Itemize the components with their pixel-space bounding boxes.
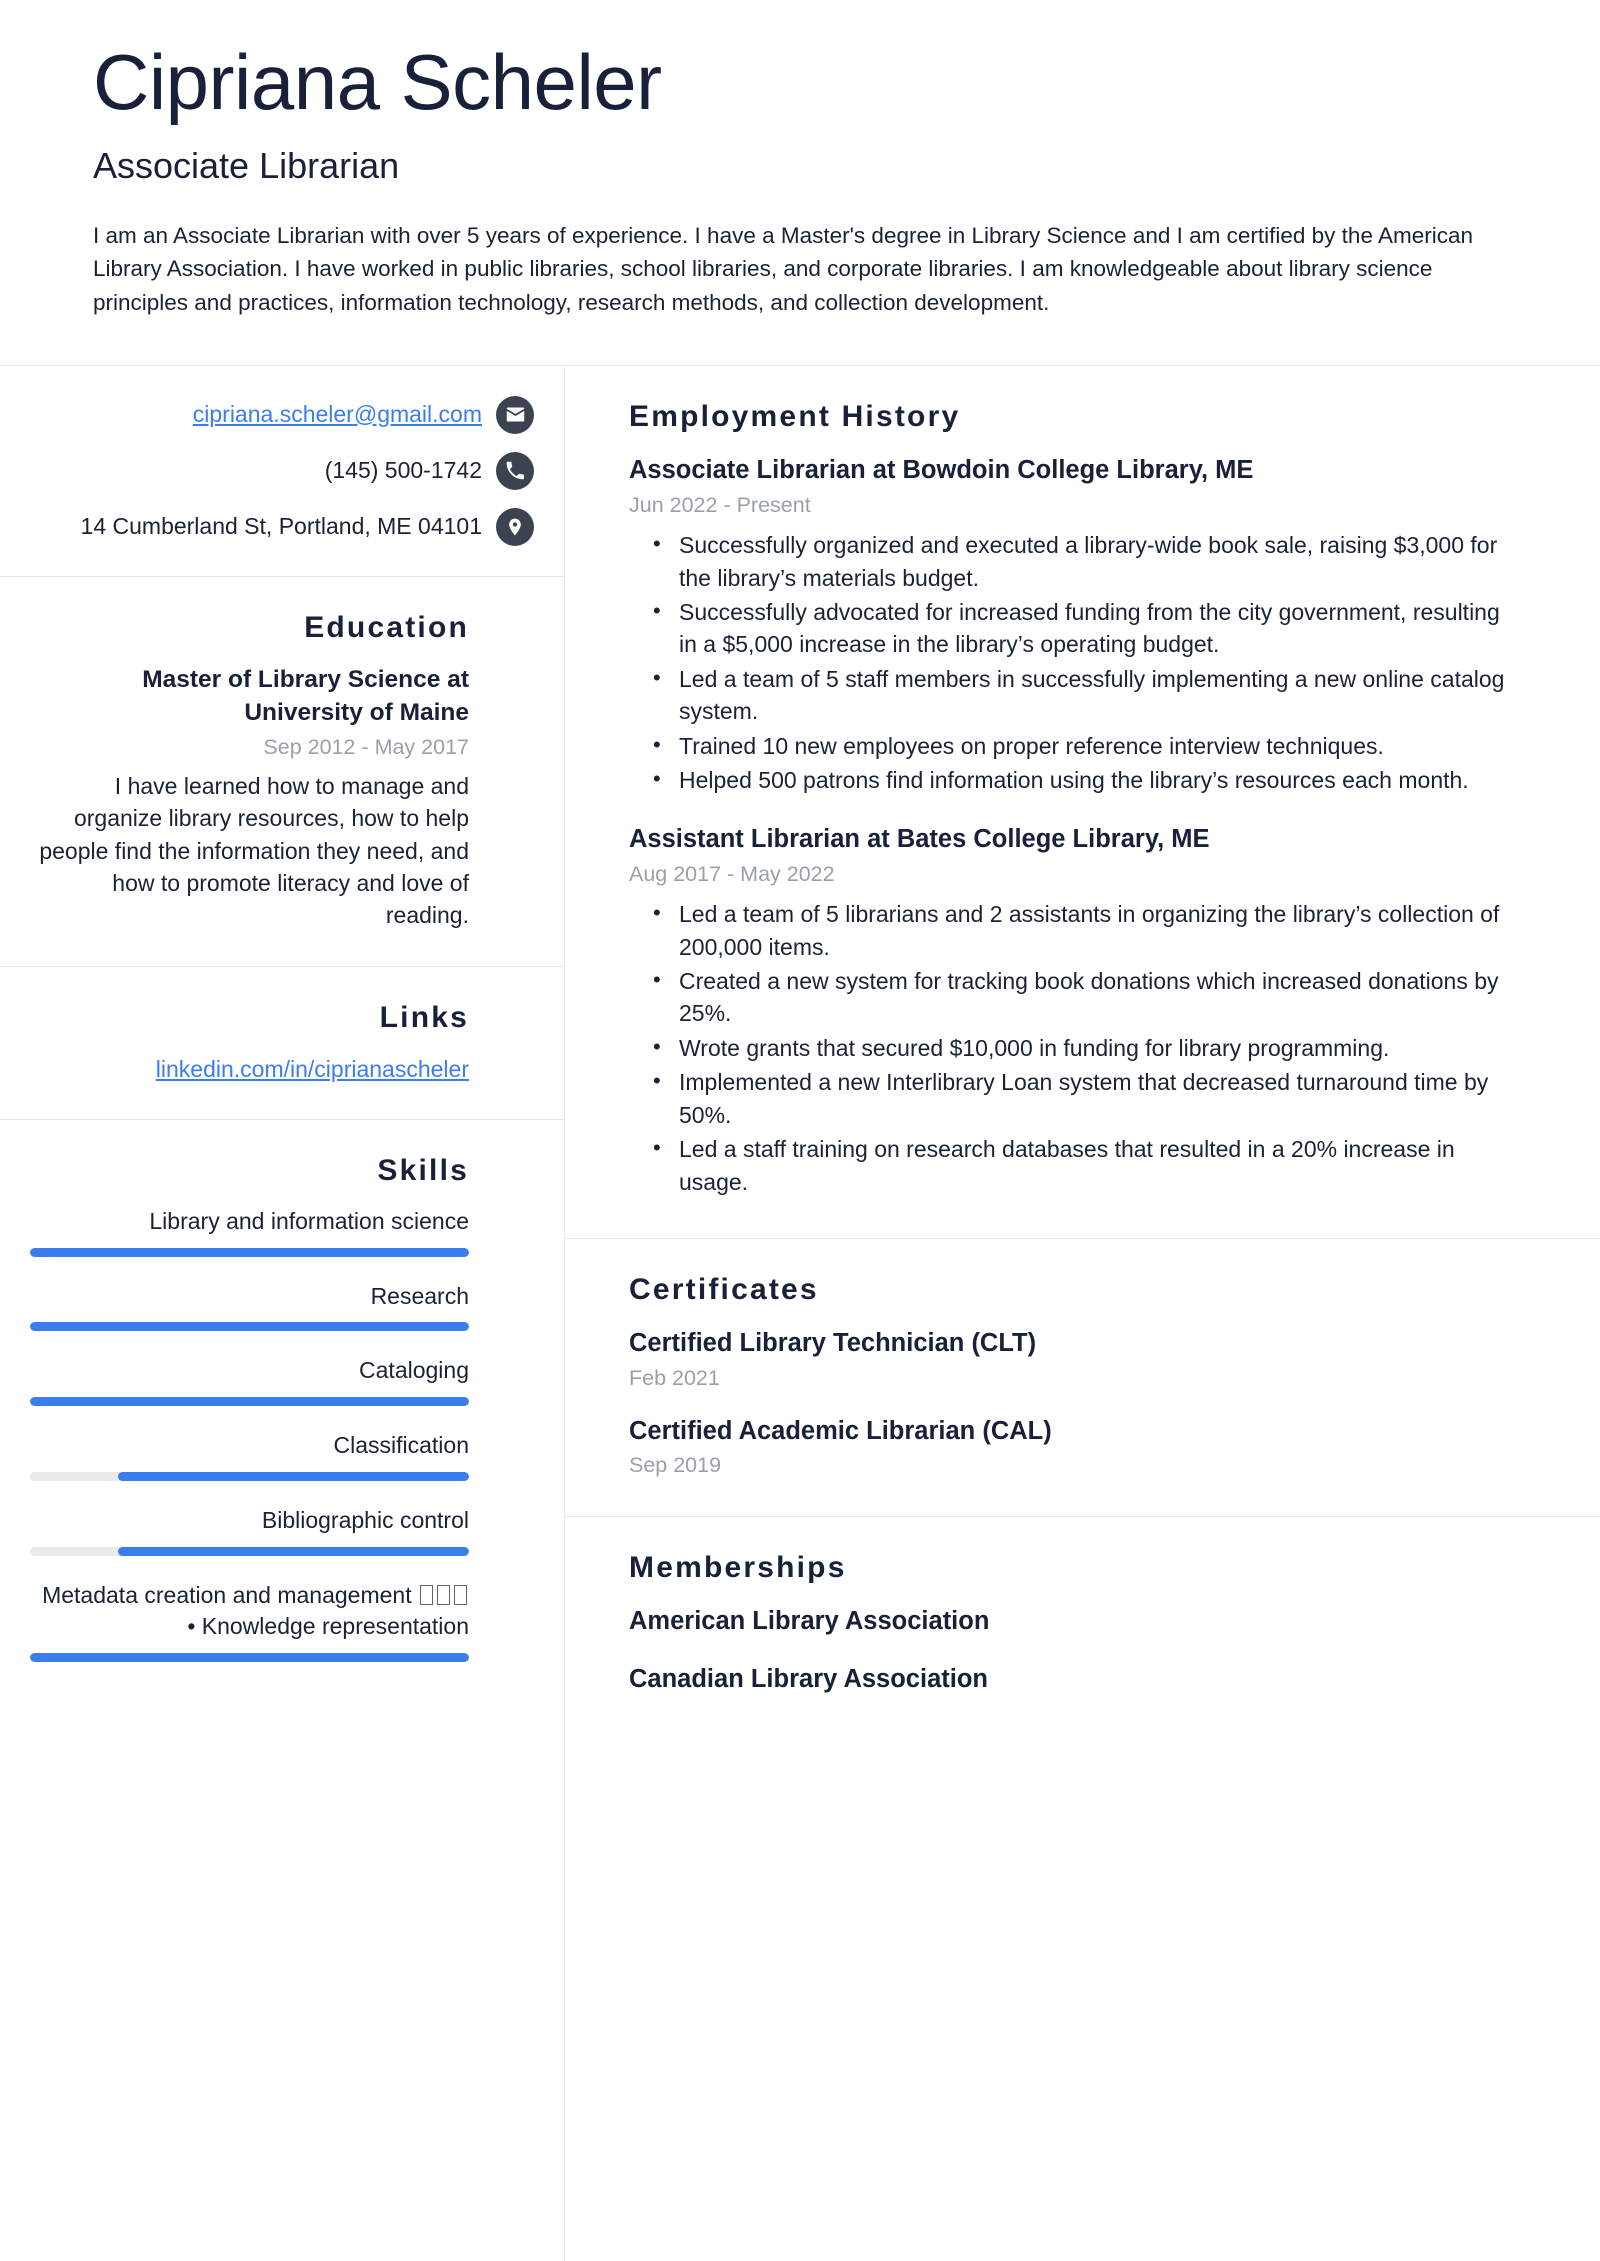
skill-label: Library and information science [149, 1207, 469, 1234]
employment-bullets [629, 529, 1520, 796]
missing-glyph-icon [454, 1585, 467, 1605]
employment-history-heading: Employment History [629, 399, 961, 433]
employment-date: Aug 2017 - May 2022 [629, 862, 835, 887]
links-heading: Links [379, 1000, 469, 1034]
membership-name: American Library Association [629, 1607, 990, 1636]
missing-glyph-icon [437, 1585, 450, 1605]
certificate-name: Certified Academic Librarian (CAL) [629, 1416, 1052, 1445]
education-date: Sep 2012 - May 2017 [263, 734, 469, 759]
resume-header [0, 0, 1600, 365]
skill-label [30, 1580, 469, 1643]
certificate-entry [629, 1415, 1520, 1479]
certificate-date: Sep 2019 [629, 1453, 722, 1478]
certificate-name: Certified Library Technician (CLT) [629, 1328, 1037, 1357]
skill-bar-fill [118, 1472, 469, 1481]
employment-title: Assistant Librarian at Bates College Library, ME [629, 824, 1210, 853]
envelope-icon [496, 396, 534, 434]
skill-bar-track [30, 1248, 469, 1257]
profile-summary: I am an Associate Librarian with over 5 years of experience. I have a Master's degree in Library Science and I am certified by the American Library Association. I have worked in public libraries, school libraries, and corporate libraries. I am knowledgeable about library science principles and practices, information technology, research methods, and collection development. [93, 223, 1473, 315]
skill-bar-track [30, 1397, 469, 1406]
address-value: 14 Cumberland St, Portland, ME 04101 [80, 512, 482, 539]
employment-entry [629, 454, 1520, 797]
certificate-entry [629, 1327, 1520, 1391]
skill-label-prefix: Metadata creation and management [42, 1581, 418, 1608]
skill-bar-track [30, 1322, 469, 1331]
skill-item [30, 1281, 469, 1332]
employment-date: Jun 2022 - Present [629, 493, 811, 518]
skill-item [30, 1355, 469, 1406]
skill-item [30, 1580, 469, 1662]
certificates-heading: Certificates [629, 1272, 819, 1306]
employment-history-section [565, 366, 1600, 1239]
bullet-item: • Led a staff training on research databases that resulted in a 20% increase in usage. [679, 1133, 1520, 1198]
skill-bar-fill [30, 1397, 469, 1406]
skill-bar-fill [118, 1547, 469, 1556]
bullet-item: • Led a team of 5 librarians and 2 assistants in organizing the library’s collection of 200,000 items. [679, 898, 1520, 963]
skill-bar-fill [30, 1653, 469, 1662]
employment-bullets [629, 898, 1520, 1198]
job-title: Associate Librarian [93, 145, 400, 187]
sidebar [0, 366, 565, 2261]
education-entry [30, 663, 469, 932]
education-section [0, 577, 564, 967]
skill-bar-fill [30, 1248, 469, 1257]
contact-row-address [30, 508, 534, 546]
skill-label-suffix: • Knowledge representation [187, 1613, 469, 1640]
link-item-linkedin[interactable]: linkedin.com/in/ciprianascheler [155, 1055, 469, 1082]
phone-icon [496, 452, 534, 490]
education-description: I have learned how to manage and organize library resources, how to help people find the information they need, and how to promote literacy and love of reading. [39, 772, 469, 929]
skill-bar-fill [30, 1322, 469, 1331]
certificate-date: Feb 2021 [629, 1365, 720, 1390]
skills-section [0, 1120, 564, 2261]
skill-bar-track [30, 1472, 469, 1481]
employment-title: Associate Librarian at Bowdoin College Library, ME [629, 455, 1254, 484]
memberships-heading: Memberships [629, 1551, 847, 1585]
bullet-item: • Successfully advocated for increased funding from the city government, resulting in a $5,000 increase in the library’s operating budget. [679, 596, 1520, 661]
contact-row-email[interactable] [30, 396, 534, 434]
memberships-section [565, 1517, 1600, 2261]
education-heading: Education [304, 610, 469, 644]
employment-entry [629, 823, 1520, 1198]
bullet-item: • Implemented a new Interlibrary Loan system that decreased turnaround time by 50%. [679, 1066, 1520, 1131]
skill-label: Research [370, 1282, 469, 1309]
contact-row-phone[interactable] [30, 452, 534, 490]
membership-name: Canadian Library Association [629, 1664, 988, 1693]
skill-label: Classification [333, 1432, 469, 1459]
skill-item [30, 1505, 469, 1556]
contact-section [0, 366, 564, 577]
bullet-item: • Helped 500 patrons find information using the library’s resources each month. [679, 764, 1520, 796]
main-column [565, 366, 1600, 2261]
bullet-item: • Led a team of 5 staff members in successfully implementing a new online catalog system. [679, 663, 1520, 728]
bullet-item: • Created a new system for tracking book donations which increased donations by 25%. [679, 965, 1520, 1030]
education-title: Master of Library Science at University of Maine [142, 665, 469, 726]
skill-label: Cataloging [359, 1357, 469, 1384]
page-title: Cipriana Scheler [93, 38, 662, 126]
location-pin-icon [496, 508, 534, 546]
bullet-item: • Successfully organized and executed a library-wide book sale, raising $3,000 for the library’s materials budget. [679, 529, 1520, 594]
bullet-item: • Wrote grants that secured $10,000 in funding for library programming. [679, 1032, 1520, 1064]
phone-value: (145) 500-1742 [324, 456, 482, 483]
skill-item [30, 1430, 469, 1481]
skill-item [30, 1206, 469, 1257]
skill-label: Bibliographic control [261, 1506, 469, 1533]
skill-bar-track [30, 1547, 469, 1556]
resume-body [0, 365, 1600, 2261]
links-section [0, 967, 564, 1120]
bullet-item: • Trained 10 new employees on proper reference interview techniques. [679, 730, 1520, 762]
email-value[interactable]: cipriana.scheler@gmail.com [192, 400, 482, 427]
missing-glyph-icon [420, 1585, 433, 1605]
certificates-section [565, 1239, 1600, 1517]
skills-heading: Skills [377, 1153, 469, 1187]
skill-bar-track [30, 1653, 469, 1662]
